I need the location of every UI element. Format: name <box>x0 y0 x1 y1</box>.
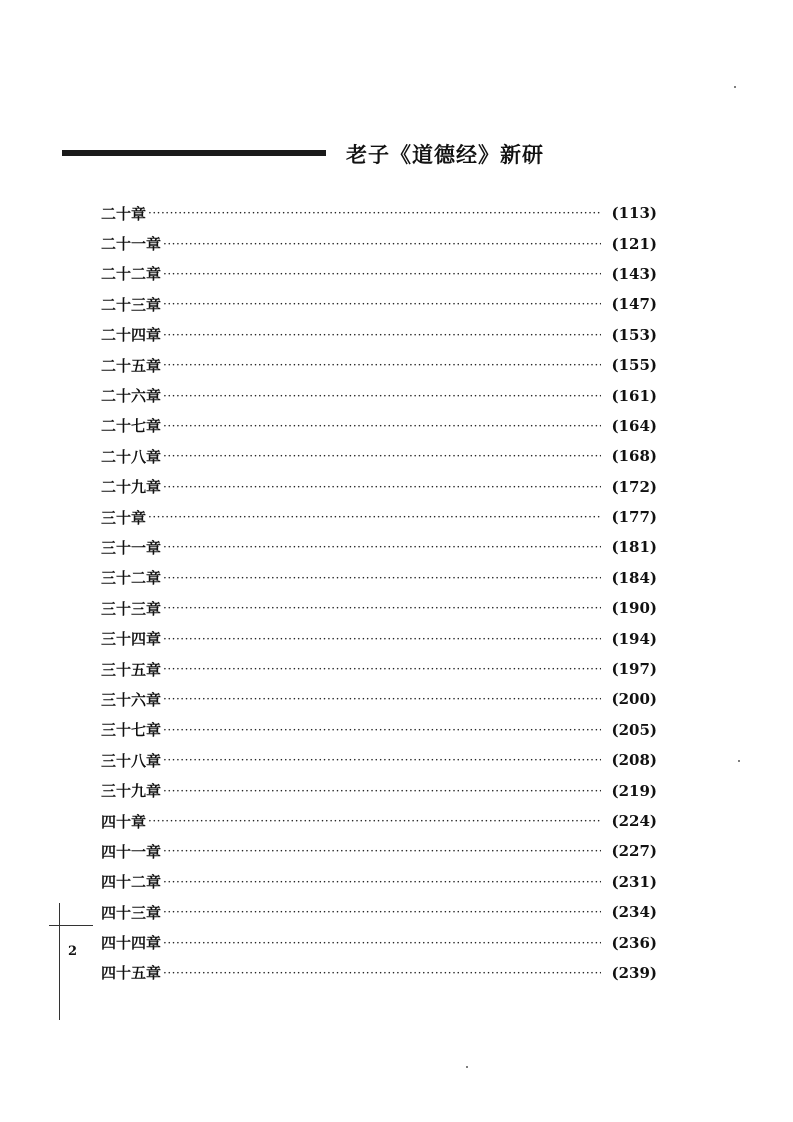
scan-speck <box>734 86 736 88</box>
toc-entry[interactable] <box>101 593 657 623</box>
toc-dot-leader <box>163 905 601 919</box>
toc-entry-label: 二十四章 <box>101 326 162 345</box>
toc-entry-label: 三十八章 <box>101 751 162 770</box>
toc-entry-label: 四十五章 <box>101 964 162 983</box>
toc-dot-leader <box>163 449 601 463</box>
toc-entry[interactable] <box>101 745 657 775</box>
toc-entry-page: (177) <box>611 508 657 527</box>
toc-entry-page: (197) <box>611 660 657 679</box>
toc-entry[interactable] <box>101 350 657 380</box>
toc-entry[interactable] <box>101 411 657 441</box>
toc-entry-label: 三十三章 <box>101 599 162 618</box>
toc-entry-label: 二十三章 <box>101 295 162 314</box>
toc-entry-page: (205) <box>611 720 657 739</box>
toc-entry[interactable] <box>101 897 657 927</box>
toc-entry-page: (194) <box>611 629 657 648</box>
toc-entry-page: (113) <box>611 204 657 223</box>
toc-entry[interactable] <box>101 320 657 350</box>
toc-entry-page: (219) <box>611 781 657 800</box>
toc-entry-label: 二十六章 <box>101 387 162 406</box>
toc-entry-page: (236) <box>611 933 657 952</box>
toc-dot-leader <box>148 814 601 828</box>
toc-dot-leader <box>163 480 601 494</box>
toc-dot-leader <box>148 206 601 220</box>
toc-dot-leader <box>163 540 601 554</box>
toc-entry[interactable] <box>101 623 657 653</box>
toc-entry[interactable] <box>101 441 657 471</box>
toc-dot-leader <box>163 419 601 433</box>
toc-entry-label: 二十二章 <box>101 265 162 284</box>
toc-entry-page: (184) <box>611 568 657 587</box>
toc-dot-leader <box>163 753 601 767</box>
toc-entry[interactable] <box>101 654 657 684</box>
toc-entry[interactable] <box>101 684 657 714</box>
toc-dot-leader <box>163 358 601 372</box>
toc-dot-leader <box>163 328 601 342</box>
toc-entry[interactable] <box>101 563 657 593</box>
toc-entry-label: 四十三章 <box>101 903 162 922</box>
toc-entry-label: 二十五章 <box>101 356 162 375</box>
toc-entry-label: 三十章 <box>101 508 147 527</box>
toc-entry-label: 三十九章 <box>101 782 162 801</box>
toc-entry-label: 二十九章 <box>101 478 162 497</box>
toc-entry-label: 二十七章 <box>101 417 162 436</box>
toc-dot-leader <box>163 784 601 798</box>
toc-entry-label: 二十一章 <box>101 235 162 254</box>
margin-horizontal-rule <box>49 925 93 926</box>
toc-dot-leader <box>163 571 601 585</box>
toc-entry-page: (227) <box>611 842 657 861</box>
toc-entry[interactable] <box>101 775 657 805</box>
toc-entry[interactable] <box>101 715 657 745</box>
toc-dot-leader <box>148 510 601 524</box>
toc-entry-page: (190) <box>611 599 657 618</box>
toc-dot-leader <box>163 267 601 281</box>
toc-entry[interactable] <box>101 836 657 866</box>
toc-dot-leader <box>163 723 601 737</box>
toc-entry-page: (147) <box>611 295 657 314</box>
toc-entry[interactable] <box>101 259 657 289</box>
toc-entry-label: 三十一章 <box>101 538 162 557</box>
toc-entry-label: 三十四章 <box>101 630 162 649</box>
toc-entry-page: (200) <box>611 690 657 709</box>
toc-entry-page: (153) <box>611 325 657 344</box>
toc-entry[interactable] <box>101 927 657 957</box>
toc-entry-page: (239) <box>611 963 657 982</box>
toc-entry-page: (164) <box>611 416 657 435</box>
toc-entry[interactable] <box>101 289 657 319</box>
toc-entry-label: 四十一章 <box>101 842 162 861</box>
margin-vertical-rule <box>59 903 60 1020</box>
toc-entry-page: (143) <box>611 264 657 283</box>
toc-entry-page: (224) <box>611 812 657 830</box>
toc-entry-label: 四十四章 <box>101 934 162 953</box>
toc-entry-page: (208) <box>611 751 657 770</box>
toc-entry-label: 三十五章 <box>101 660 162 679</box>
toc-entry-label: 三十二章 <box>101 569 162 588</box>
toc-entry-page: (172) <box>611 477 657 496</box>
toc-dot-leader <box>163 297 601 311</box>
toc-entry[interactable] <box>101 532 657 562</box>
toc-entry-page: (234) <box>611 903 657 922</box>
scan-speck <box>738 760 740 762</box>
toc-entry-page: (168) <box>611 447 657 466</box>
toc-entry-label: 三十六章 <box>101 690 162 709</box>
toc-entry-page: (155) <box>611 356 657 375</box>
toc-dot-leader <box>163 632 601 646</box>
toc-dot-leader <box>163 237 601 251</box>
header-rule <box>62 150 326 156</box>
toc-dot-leader <box>163 936 601 950</box>
toc-dot-leader <box>163 692 601 706</box>
toc-entry-page: (121) <box>611 234 657 253</box>
toc-dot-leader <box>163 875 601 889</box>
toc-entry[interactable] <box>101 380 657 410</box>
toc-entry-label: 二十八章 <box>101 447 162 466</box>
toc-entry-label: 四十章 <box>101 812 147 831</box>
toc-entry[interactable] <box>101 198 657 228</box>
page-number: 2 <box>68 944 78 959</box>
toc-entry-page: (161) <box>611 386 657 405</box>
toc-dot-leader <box>163 601 601 615</box>
toc-entry[interactable] <box>101 502 657 532</box>
running-header-title: 老子《道德经》新研 <box>346 143 544 167</box>
toc-entry[interactable] <box>101 958 657 988</box>
toc-dot-leader <box>163 662 601 676</box>
toc-entry-page: (231) <box>611 872 657 891</box>
toc-entry-label: 三十七章 <box>101 721 162 740</box>
toc-entry-page: (181) <box>611 538 657 557</box>
toc-dot-leader <box>163 389 601 403</box>
toc-entry-label: 四十二章 <box>101 873 162 892</box>
toc-entry-label: 二十章 <box>101 204 147 223</box>
table-of-contents <box>101 198 657 988</box>
toc-entry[interactable] <box>101 867 657 897</box>
toc-entry[interactable] <box>101 806 657 836</box>
toc-entry[interactable] <box>101 228 657 258</box>
scan-speck <box>466 1066 468 1068</box>
toc-dot-leader <box>163 844 601 858</box>
toc-entry[interactable] <box>101 472 657 502</box>
toc-dot-leader <box>163 966 601 980</box>
